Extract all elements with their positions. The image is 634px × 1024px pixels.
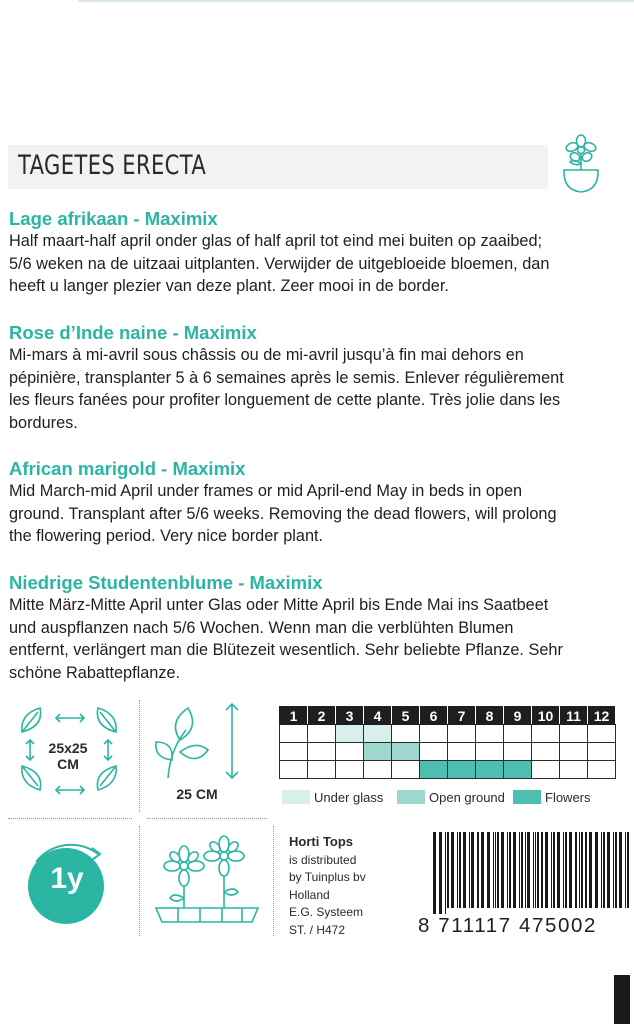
sowing-calendar (279, 706, 616, 779)
section-en (9, 458, 631, 548)
section-fr (9, 322, 631, 434)
month-cell: 10 (532, 707, 560, 725)
barcode-bar (557, 832, 560, 908)
month-cell: 6 (420, 707, 448, 725)
section-de (9, 572, 631, 684)
section-heading: Rose d’Inde naine - Maximix (9, 322, 257, 343)
barcode-bar (569, 832, 572, 908)
month-cell: 7 (448, 707, 476, 725)
month-cell: 12 (588, 707, 616, 725)
divider (139, 826, 140, 936)
legend-open-ground: Open ground (397, 788, 505, 806)
barcode-bar (519, 832, 520, 908)
barcode-bar (459, 832, 461, 908)
section-body: Mid March-mid April under frames or mid April-end May in beds in open ground. Transplant after 5/6 weeks. Removing the dead flowers, will prolong the flowering period. Very nice border plant. (9, 482, 557, 545)
month-cell: 5 (392, 707, 420, 725)
barcode-bar (451, 832, 454, 908)
section-body: Mi-mars à mi-avril sous châssis ou de mi-avril jusqu’à fin mai dehors en pépinière, transplanter 5 à 6 semaines après le semis. Enlever régulièrement les fleurs fanées pour profiter longuement de cette plante. Très jolie dans les bordures. (9, 346, 564, 432)
barcode-bar (535, 832, 536, 908)
barcode-bar (493, 832, 494, 908)
barcode-bar (607, 832, 610, 908)
barcode-bar (521, 832, 523, 908)
barcode-bar (563, 832, 564, 908)
barcode-bar (477, 832, 479, 908)
top-rule (78, 0, 634, 2)
barcode-bar (471, 832, 474, 908)
barcode-bar (447, 832, 449, 908)
legend-swatch (282, 790, 310, 804)
barcode-bar (589, 832, 592, 908)
barcode-bar (585, 832, 587, 908)
divider (139, 700, 140, 812)
barcode-bar (527, 832, 530, 908)
barcode-bar (525, 832, 526, 908)
legend-swatch (397, 790, 425, 804)
section-body: Half maart-half april onder glas of half april tot eind mei buiten op zaaibed; 5/6 weken na de uitzaai uitplanten. Verwijder de uitgebloeide bloemen, dan heeft u langer plezier van deze plant. Zeer mooi in de border. (9, 232, 550, 295)
barcode-bar (627, 832, 629, 908)
barcode-bar (537, 832, 539, 908)
barcode-bar (495, 832, 496, 908)
product-title: TAGETES ERECTA (18, 150, 207, 181)
barcode-bar (551, 832, 552, 908)
month-cell: 3 (336, 707, 364, 725)
month-cell: 2 (308, 707, 336, 725)
barcode-bar (615, 832, 617, 908)
barcode-bar (481, 832, 484, 908)
corner-bar (614, 975, 630, 1024)
barcode-bar (497, 832, 499, 908)
calendar-row-under-glass (280, 725, 616, 743)
barcode-bar (603, 832, 605, 908)
barcode-bar (507, 832, 508, 908)
month-cell: 4 (364, 707, 392, 725)
section-body: Mitte März-Mitte April unter Glas oder Mitte April bis Ende Mai ins Saatbeet und auspflanzen nach 5/6 Wochen. Wenn man die verblühten Blumen entfernt, verlängert man die Blütezeit wesentlich. Sehr beliebte Pflanze. Sehr schöne Rabattepflanze. (9, 596, 563, 682)
barcode-bar (439, 832, 442, 914)
barcode-bar (619, 832, 622, 908)
calendar-row-flowers (280, 761, 616, 779)
barcode-bar (595, 832, 598, 908)
lifecycle-label: 1y (50, 862, 84, 895)
barcode-bar (553, 832, 555, 908)
calendar-months-row (280, 707, 616, 725)
legend-flowers: Flowers (513, 788, 591, 806)
month-cell: 11 (560, 707, 588, 725)
brand-name: Horti Tops (289, 834, 354, 849)
section-nl (9, 208, 631, 298)
legend-under-glass: Under glass (282, 788, 383, 806)
barcode-bar (487, 832, 490, 908)
legend-swatch (513, 790, 541, 804)
month-cell: 9 (504, 707, 532, 725)
barcode-bar (575, 832, 577, 908)
barcode-bar (469, 832, 470, 908)
potted-flower-icon (552, 128, 610, 200)
barcode (433, 832, 629, 914)
distributor-info: Horti Tops is distributed by Tuinplus bv Holland E.G. Systeem ST. / H472 (289, 834, 366, 937)
barcode-bar (501, 832, 504, 908)
barcode-bar (565, 832, 567, 908)
barcode-bar (601, 832, 602, 908)
barcode-bar (445, 832, 446, 914)
barcode-bar (545, 832, 548, 908)
barcode-bar (463, 832, 466, 908)
barcode-bar (509, 832, 511, 908)
barcode-bar (625, 832, 626, 908)
plant-height-icon (150, 700, 250, 784)
barcode-bar (581, 832, 583, 908)
divider (147, 818, 267, 819)
spacing-label: 25x25 CM (48, 740, 88, 772)
month-cell: 1 (280, 707, 308, 725)
barcode-bar (457, 832, 458, 908)
barcode-bar (433, 832, 436, 914)
month-cell: 8 (476, 707, 504, 725)
barcode-bar (513, 832, 516, 908)
barcode-number: 8 711117 475002 (418, 914, 598, 937)
barcode-bar (541, 832, 543, 908)
section-heading: Niedrige Studentenblume - Maximix (9, 572, 323, 593)
divider (273, 826, 274, 936)
seedling-tray-icon (148, 832, 266, 932)
divider (8, 818, 132, 819)
section-heading: Lage afrikaan - Maximix (9, 208, 218, 229)
height-label: 25 CM (176, 786, 218, 802)
barcode-bar (579, 832, 580, 908)
calendar-row-open-ground (280, 743, 616, 761)
barcode-bar (613, 832, 614, 908)
section-heading: African marigold - Maximix (9, 458, 246, 479)
barcode-bar (533, 832, 534, 908)
